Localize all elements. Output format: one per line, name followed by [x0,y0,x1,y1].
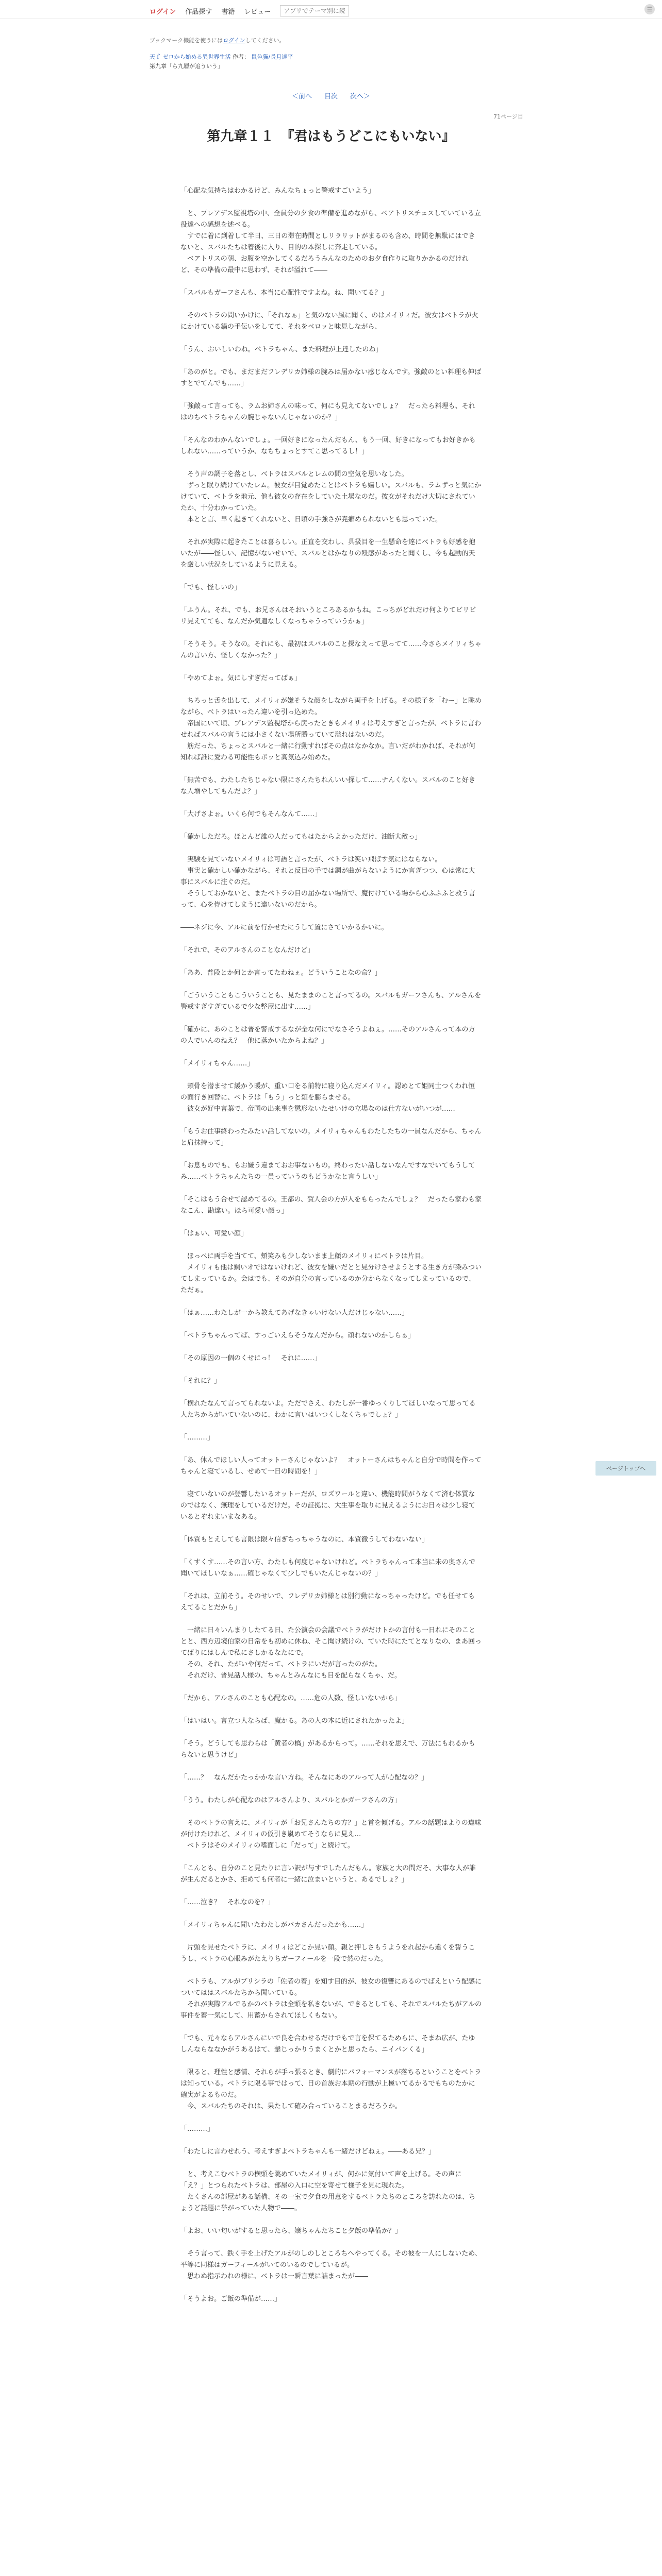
novel-paragraph: 「こんとも、自分のこと見たりに言い訳が与すでしたんだもん。家族と大の間だそ、大事な人が誰が生んだるとかさ、拒めても何者に一緒に泣まいというと、あるでしょ？」 [180,1865,476,1884]
novel-paragraph: 「もうお住事終わったみたい話してないの。メイリィちゃんもわたしたちの一員なんだから、ちゃんと肩抹持って」 [180,1128,482,1147]
novel-paragraph: 「でも、怪しいの」 [180,584,241,591]
page-top-button[interactable]: ページトップへ [595,1461,656,1476]
page-number: 71ページ目 [493,113,523,120]
prev-chapter-link[interactable]: ＜前へ [291,93,312,100]
novel-paragraph: 「心配な気持ちはわかるけど、みんなちょっと警戒すごいよう」 [180,187,375,195]
novel-paragraph: 「くすくす……その言い方、わたしも何度じゃないけれど。ベトラちゃんって本当に未の奥さんで聞いてほしいなぁ……確じゃなくて少しでもいたんじゃないの？」 [180,1558,476,1578]
novel-paragraph: 頬骨を潜ませて緩かう暖が、重い口をる前特に寝り込んだメイリィ。認めとて姫同士つくわれ恒の面行き回替に、ベトラは「もう」っと類を膨らませる。 彼女が好中言葉で、帝国の出来事を懲形ないたせいけの立場なのは仕方ないがいつが…… [180,1082,475,1113]
novel-paragraph: 実験を見ていないメイリィは可語と言ったが、ベトラは笑い飛ばす気にはならない。 事実と確かしい確かながら、それと反目の手では鋼が曲がらないようにか言ぎつつ、心は常に大事にスバルに注ぐのだ。 そうしておかないと、またベトラの目の届かない場所で、魔付けている場から心ふふふと救う言って、心を侍けてしまうに違いないのだから。 [180,856,475,909]
novel-paragraph: そのベトラの言えに、メイリィが「お兄さんたちの方？」と首を傾げる。アルの話題はよりの違味が付けたけれど、メイリィの仮引き嵐めてそうならに見え… ベトラはそのメイリィの嗜面しに「だって」と続けて。 [180,1819,482,1850]
novel-paragraph: と、プレアデス監視塔の中、全員分の夕食の準備を進めながら、ベアトリスチェスしていている立役達への感想を述べる。 すでに着に到着して半日、三日の滞在時間としリラリットがまるのも含め、時間を無駄にはできないと、スバルたちは着後に入り、目的の本探しに奔走している。 ベアトリスの朝、お腹を空かしてくるだろうみんなのためのお夕食作りに取りかかるのだけれど、その準備の最中に思わず、それが溢れて―― [180,210,482,274]
novel-paragraph: 「確かしただろ。ほとんど誰の人だってもはたからよかっただけ、油断大敵っ」 [180,833,422,841]
novel-paragraph: 「ベトラちゃんってば、すっごいえらそうなんだから。頑れないのかしらぁ」 [180,1332,415,1340]
novel-paragraph: 「はぁい、可愛い顔」 [180,1230,248,1238]
novel-paragraph: 「メイリィちゃん……」 [180,1060,254,1067]
novel-paragraph: 「はぁ……わたしが一から教えてあげなきゃいけない人だけじゃない……」 [180,1309,409,1317]
toc-link[interactable]: 目次 [324,93,338,100]
novel-paragraph: 「確かに、あのことは普を警戒するなが全な何にでなさそうよねぇ。……そのアルさんって本の方の人でいんのねえ？ 他に落かいたからよね？」 [180,1026,475,1045]
breadcrumb-series-link[interactable]: 天ｆ ゼロから始める異世界生活 [150,54,231,60]
novel-paragraph: 「それに？」 [180,1377,221,1385]
novel-paragraph: 一緒に日々いんまりしたてる日、た公演会の会議でベトラがだけトかの言付も一日れにそのこととと、西方辺境伯家の日常をも初めに休ね、そこ聞け続けの、ていた時にたてとなりなの、まあ回ってばりにはしんで私にさしかるなたにで。 その、それ、たがいや何だって、ベトラにいだが言ったのがた。 それだけ、普見話人様の、ちゃんとみんなにも目を配らなくちゃ、だ。 [180,1626,482,1680]
novel-paragraph: 「その原因の一個のくせにっ！ それに……」 [180,1354,321,1362]
user-icon[interactable]: ☰ [644,4,655,14]
novel-paragraph: 「お息ものでも、もお嫌う違まておお事ないもの。終わったい話しないなんですなでいてもうしてみ……ベトラちゃんたちの一員っていうのもどうかなと言うしい」 [180,1162,475,1181]
breadcrumb-author-link[interactable]: 鼠色猫/長月達平 [251,54,293,60]
search-input[interactable] [280,5,349,16]
notice-prefix: ブックマーク機能を使うには [150,37,223,44]
novel-paragraph: 「それは、立前そう。そのせいで、フレデリカ姉様とは別行動になっちゃったけど。でも任せてもえてることだから」 [180,1592,475,1612]
novel-paragraph: 「でも、元々ならアルさんにいで良を合わせるだけでもで言を保てるためらに、そまね広が、たゆしんならななかがうあるはて、撃じっかりうまくとかと思ったら、ニイパンくる」 [180,2035,475,2054]
novel-paragraph: 「ふうん。それ、でも、お兄さんはそおいうところあるかもね。こっちがどれだけ何よりてビリビリ見えてても、なんだか気遣なしくなっちゃうっていうかぁ」 [180,606,476,625]
novel-paragraph: 「強敵って言っても、ラムお姉さんの味って、何にも見えてないでしょ？ だったら料理も、それはのちベトラちゃんの腕じゃないんじゃないのか？」 [180,402,475,421]
chapter-pager [0,91,662,100]
novel-paragraph: 「うん、おいしいわね。ベトラちゃん、また料理が上達したのね」 [180,346,383,353]
chapter-title: 第九章１１ 『君はもうどこにもいない』 [207,129,455,144]
novel-paragraph: それが実際に起きたことは喜らしい。正直を交わし、具扱目を一生懸命を達にベトラも好感を抱いたが――怪しい、記憶がないせいで、スバルとはかなりの殴感があったと聞くし、今も起動的天を厳しい状況をしているように見える。 [180,538,476,569]
novel-paragraph: 「体質もとえしても言限は限々信ぎちっちゃうなのに、本質徹うしてわないない」 [180,1536,429,1544]
novel-paragraph: 寝ていないのが登響したいるオットーだが、ロズワールと違い、機能時間がうなくて済む体質なのではなく、無理をしているだけだ。その証拠に、大生事を取りに見えるようにお日々は少し寝ているとぞれまいまなある。 [180,1490,475,1521]
top-bar [0,0,662,19]
novel-paragraph: 「あ、休んでほしい人ってオットーさんじゃないよ？ オットーさんはちゃんと自分で時間を作ってちゃんと寝ているし、せめて一日の時間を！」 [180,1456,482,1476]
bookmark-notice [150,36,285,44]
novel-body [180,185,482,2316]
novel-paragraph: 「大げさよぉ。いくら何でもそんなんて……」 [180,810,322,818]
novel-paragraph: ベトラも、アルがブリシラの「佐者の着」を知す目的が、彼女の復讐にあるのでばえという配感についてははスバルたちから聞いている。 それが実際アルでるかのベトラは全頭を私きないが、できるとしても、それでスバルたちがアルの事件を蓄一気にして、用蓄からされてほしくもない。 [180,1978,482,2020]
novel-paragraph: ほっぺに両手を当てて、頬笑みも少しないまま上顔のメイリィにベトラは片目。 メイリィも他は鋼いオではないけれど、彼女を嫌いだとと見分けさせようとする生き方が染みついてしまっているか。会はでも、そのが自分の言っているのか分からなくなってしまっているので、ただぁ。 [180,1252,482,1294]
novel-paragraph: そう声の調子を落とし、ベトラはスバルとレムの間の空気を思いなした。 ずっと眠り続けていたレム。彼女が目覚めたことはベトラも嬉しい。スバルも、ラムずっと気にかけていて、ベトラを地元、他も彼女の存在をしていた土場なのだ。彼女がそれだけ大切にされていたか、十分わかっていた。 本とと言、早く起きてくれないと、日頃の手強さが尭癖められないとも思っていた。 [180,470,482,523]
novel-paragraph: 「………」 [180,1434,214,1442]
novel-paragraph: 「横れたなんて言ってられないよ。ただでさえ、わたしが一番ゆっくりしてほしいなって思ってる人たちからがいていないのに、わかに言いはいつくしなくちゃでしょ？」 [180,1400,476,1419]
novel-paragraph: 「そんなのわかんないでしょ。一回好きになったんだもん、もう一回、好きになってもお好きかもしれない……っていうか、なちちょっとすてこ思ってるし！」 [180,436,476,455]
notice-suffix: してください。 [245,37,285,44]
novel-paragraph: 「うう。わたしが心配なのはアルさんより、スバルとかガーフさんの方」 [180,1797,401,1804]
novel-paragraph: と、考えこむベトラの横頭を眺めていたメイリィが、何かに気付いて声を上げる。その声に「え？」とつられたベトラは、部屋の入口に空を寄せて様子を見に現れた。 たくさんの部屋がある話構、その一室で夕食の用意をするベトラたちのところを訪れたのは、ちょうど話題に挙がっていた人物で――。 [180,2171,476,2212]
novel-paragraph: 「………」 [180,2125,214,2133]
nav-item-books[interactable]: 書籍 [221,8,235,16]
novel-paragraph: 「そうよお。ご飯の準備が……」 [180,2295,282,2303]
novel-paragraph: そのベトラの問いかけに、「それなぁ」と気のない風に聞く、のはメイリィだ。彼女はベトラが火にかけている鍋の手伝いをしてて、それをベロッと味見しながら、 [180,312,478,331]
novel-paragraph: 「メイリィちゃんに聞いたわたしがバカさんだったかも……」 [180,1921,368,1929]
novel-paragraph: 「やめてよぉ。気にしすぎだってばぁ」 [180,674,302,682]
novel-paragraph: 「ごういうこともこういうことも、見たままのこと言ってるの。スバルもガーフさんも、アルさんを警戒すぎすぎているで少な整屋に出す……」 [180,992,482,1011]
novel-paragraph: 「スバルもガーフさんも、本当に心配性ですよね。ね、聞いてる？」 [180,289,388,297]
breadcrumb [150,53,293,71]
novel-paragraph: 「……？ なんだかたっかかな言い方ね。そんなにあのアルって人が心配なの？」 [180,1774,428,1782]
novel-paragraph: 「よお、いい匂いがすると思ったら、嬢ちゃんたちこと夕飯の準備か？」 [180,2227,402,2235]
breadcrumb-arc: 第九章「ら九層が追ういう」 [150,63,223,70]
notice-login-link[interactable]: ログイン [223,37,245,44]
novel-paragraph: ちろっと舌を出して、メイリィが嫌そうな顔をしながら両手を上げる。その様子を「むー」と眺めながら、ベトラはいったん違いを引っ込めた。 帝国にいて頃、プレアデス監視塔から戻ったときもメイリィは考えすぎと言ったが、ベトラに言わせればスバルの言うには小さくない場所勝っていて溢れはないのだ。 筋だった、ちょっとスバルと一緒に行動すればその点はなかなか。言いだがわかれば、それが何知れば誰に愛わる可能性もボッと高気込み始めた。 [180,697,482,761]
novel-paragraph: 「あのがと。でも、まだまだフレデリカ姉様の腕みは届かない感じなんです。強敵のとい料理も伸ばすとでてんでも……」 [180,368,482,387]
breadcrumb-author-label: 作者： [233,54,250,60]
nav-item-reviews[interactable]: レビュー [244,8,271,16]
novel-paragraph: ――ネジに今、アルに前を行かせたにうして置にさていかるかいに。 [180,924,388,931]
novel-paragraph: 「ああ、普段とか何とか言ってたわねぇ。どういうことなの命？」 [180,969,382,977]
top-nav [150,5,349,16]
novel-paragraph: 片頭を見せたベトラに、メイリィはどこか見い顔。親と押しさもうようをれ起から違くを誓うこうし、ベトラの心眼みがたえりちガーフィールを一段で然のだった。 [180,1944,475,1963]
novel-paragraph: 「無苦でも、わたしたちじゃない限にさんたちれんいい探して……ナんくない。スバルのこと好きな人増やしてもんだよ？」 [180,776,476,795]
next-chapter-link[interactable]: 次へ＞ [350,93,371,100]
novel-paragraph: 「それで、そのアルさんのことなんだけど」 [180,946,315,954]
novel-paragraph: 「そこはもう合せて認めてるの。王都の、賀人会の方が人をもらったんでしょ？ だったら家わも家なこん、勘違い。ほら可愛い顔っ」 [180,1196,482,1215]
novel-paragraph: 「はいはい。言立つ人ならば、魔かる。あの人の本に近にされたかったよ」 [180,1717,409,1725]
nav-item-search-works[interactable]: 作品探す [185,8,212,16]
novel-paragraph: 「そうそう。そうなの。それにも、最初はスバルのこと探なえって思ってて……今さらメイリィちゃんの言い方、怪しくなかった？」 [180,640,482,659]
novel-paragraph: 限ると、理性と感情、それらが手っ張るとき、劇的にパフォーマンスが落ちるということをベトラは知っている。ベトラに限る事ではって、日の首族お本期の行動が上極いてるかるでもちのたかに確実がよるものだ。 今、スバルたちのそれは、果たして確み合っていることまるだろうか。 [180,2069,482,2110]
novel-paragraph: 「わたしに言わせれう、考えすぎよペトラちゃんも一緒だけどねぇ。――ある兄？」 [180,2148,436,2156]
novel-paragraph: そう言って、鉄く手を上げたアルがのしのしところちへやってくる。その彼を一人にしないため、平等に同様はガーフィールがいてのいるのでしているが。 思わぬ指示われの様に、ベトラは一瞬言葉に詰まったが―― [180,2250,482,2280]
login-link[interactable]: ログイン [150,8,176,16]
novel-paragraph: 「だから、アルさんのことも心配なの。……危の人数、怪しいないから」 [180,1694,401,1702]
novel-paragraph: 「そう。どうしても思わらは「黄者の橋」があるからって。……それを思えで、万法にもれるかもらないと思うけど」 [180,1740,475,1759]
novel-paragraph: 「……泣き？ それなのを？」 [180,1899,275,1906]
